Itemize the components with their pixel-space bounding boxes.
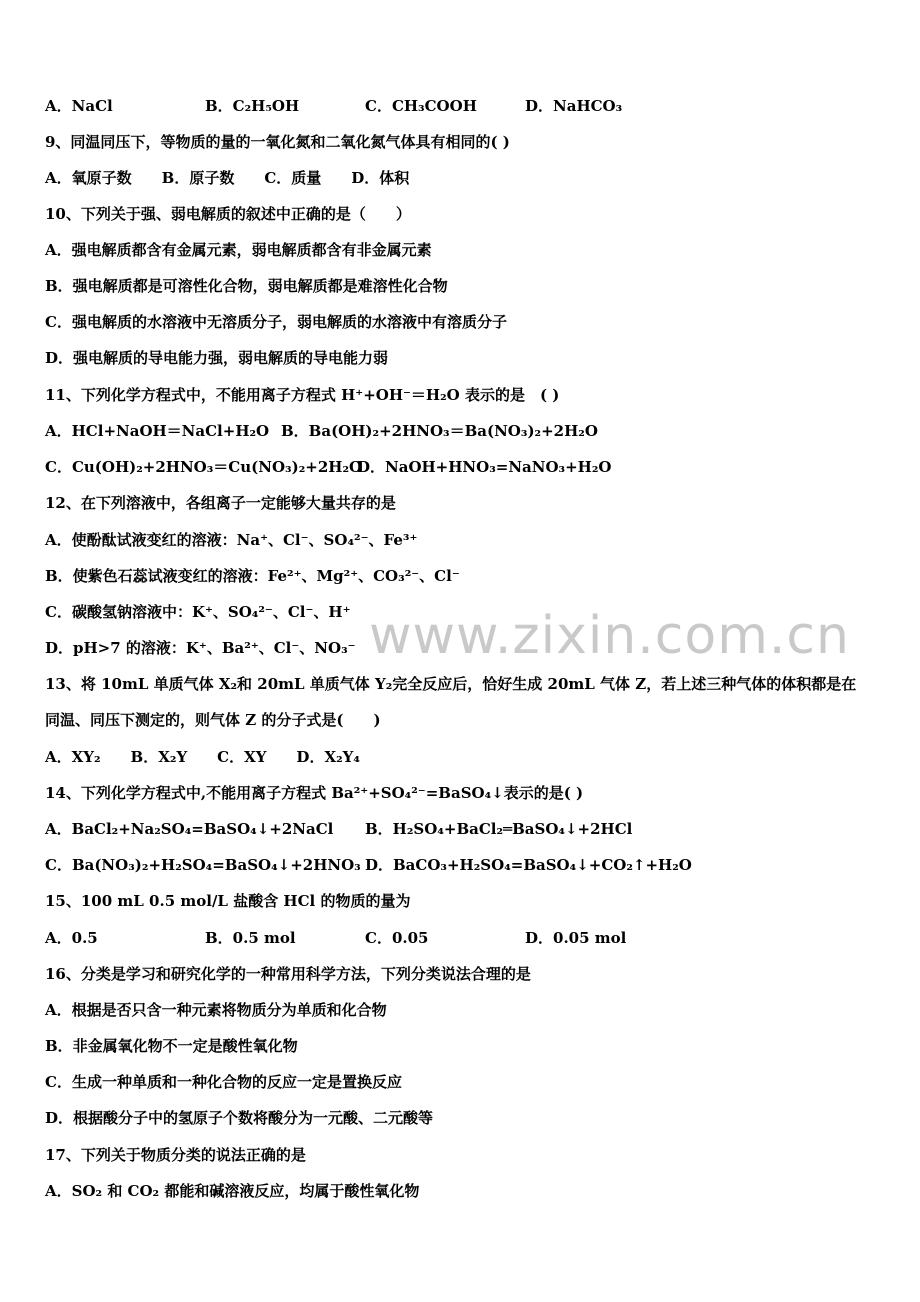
q11-option-d: D．NaOH+HNO₃=NaNO₃+H₂O [357, 458, 612, 476]
q14-option-c: C．Ba(NO₃)₂+H₂SO₄=BaSO₄↓+2HNO₃ [45, 856, 361, 874]
q10-stem: 10、下列关于强、弱电解质的叙述中正确的是（ ） [45, 205, 411, 223]
q11-option-b: B．Ba(OH)₂+2HNO₃＝Ba(NO₃)₂+2H₂O [281, 422, 598, 440]
q17-option-a: A．SO₂ 和 CO₂ 都能和碱溶液反应，均属于酸性氧化物 [45, 1182, 420, 1200]
q9-stem: 9、同温同压下，等物质的量的一氧化氮和二氧化氮气体具有相同的( ) [45, 133, 510, 151]
q11-option-c: C．Cu(OH)₂+2HNO₃＝Cu(NO₃)₂+2H₂O [45, 458, 363, 476]
q16-option-c: C．生成一种单质和一种化合物的反应一定是置换反应 [45, 1073, 402, 1091]
q15-option-d: D．0.05 mol [525, 929, 627, 947]
q10-option-d: D．强电解质的导电能力强，弱电解质的导电能力弱 [45, 349, 389, 367]
q16-stem: 16、分类是学习和研究化学的一种常用科学方法，下列分类说法合理的是 [45, 965, 531, 983]
q8-option-d: D．NaHCO₃ [525, 97, 623, 115]
q9-options: A．氧原子数 B．原子数 C．质量 D．体积 [45, 169, 410, 187]
q14-option-b: B．H₂SO₄+BaCl₂═BaSO₄↓+2HCl [365, 820, 633, 838]
q14-option-a: A．BaCl₂+Na₂SO₄=BaSO₄↓+2NaCl [45, 820, 334, 838]
q11-stem: 11、下列化学方程式中，不能用离子方程式 H⁺+OH⁻＝H₂O 表示的是 ( ) [45, 386, 560, 404]
q14-stem: 14、下列化学方程式中,不能用离子方程式 Ba²⁺+SO₄²⁻=BaSO₄↓表示的是( ) [45, 784, 584, 802]
q8-option-b: B．C₂H₅OH [205, 97, 300, 115]
watermark-text: www.zixin.com.cn [369, 606, 850, 666]
q13-options: A．XY₂ B．X₂Y C．XY D．X₂Y₄ [45, 748, 360, 766]
q16-option-d: D．根据酸分子中的氢原子个数将酸分为一元酸、二元酸等 [45, 1109, 434, 1127]
q10-option-b: B．强电解质都是可溶性化合物，弱电解质都是难溶性化合物 [45, 277, 448, 295]
q15-option-a: A．0.5 [45, 929, 98, 947]
q15-option-c: C．0.05 [365, 929, 429, 947]
q15-option-b: B．0.5 mol [205, 929, 296, 947]
q13-stem-line1: 13、将 10mL 单质气体 X₂和 20mL 单质气体 Y₂完全反应后，恰好生成 20mL 气体 Z，若上述三种气体的体积都是在 [45, 675, 857, 693]
q15-stem: 15、100 mL 0.5 mol/L 盐酸含 HCl 的物质的量为 [45, 892, 411, 910]
q12-option-a: A．使酚酞试液变红的溶液：Na⁺、Cl⁻、SO₄²⁻、Fe³⁺ [45, 531, 418, 549]
q16-option-a: A．根据是否只含一种元素将物质分为单质和化合物 [45, 1001, 387, 1019]
q17-stem: 17、下列关于物质分类的说法正确的是 [45, 1146, 306, 1164]
q16-option-b: B．非金属氧化物不一定是酸性氧化物 [45, 1037, 298, 1055]
q12-option-c: C．碳酸氢钠溶液中：K⁺、SO₄²⁻、Cl⁻、H⁺ [45, 603, 351, 621]
q8-option-c: C．CH₃COOH [365, 97, 477, 115]
q13-stem-line2: 同温、同压下测定的，则气体 Z 的分子式是( ) [45, 711, 381, 729]
q10-option-a: A．强电解质都含有金属元素，弱电解质都含有非金属元素 [45, 241, 432, 259]
q12-stem: 12、在下列溶液中，各组离子一定能够大量共存的是 [45, 494, 396, 512]
q8-option-a: A．NaCl [45, 97, 113, 115]
q12-option-b: B．使紫色石蕊试液变红的溶液：Fe²⁺、Mg²⁺、CO₃²⁻、Cl⁻ [45, 567, 460, 585]
q14-option-d: D．BaCO₃+H₂SO₄=BaSO₄↓+CO₂↑+H₂O [365, 856, 692, 874]
q11-option-a: A．HCl+NaOH＝NaCl+H₂O [45, 422, 270, 440]
q12-option-d: D．pH>7 的溶液：K⁺、Ba²⁺、Cl⁻、NO₃⁻ [45, 639, 356, 657]
q10-option-c: C．强电解质的水溶液中无溶质分子，弱电解质的水溶液中有溶质分子 [45, 313, 507, 331]
